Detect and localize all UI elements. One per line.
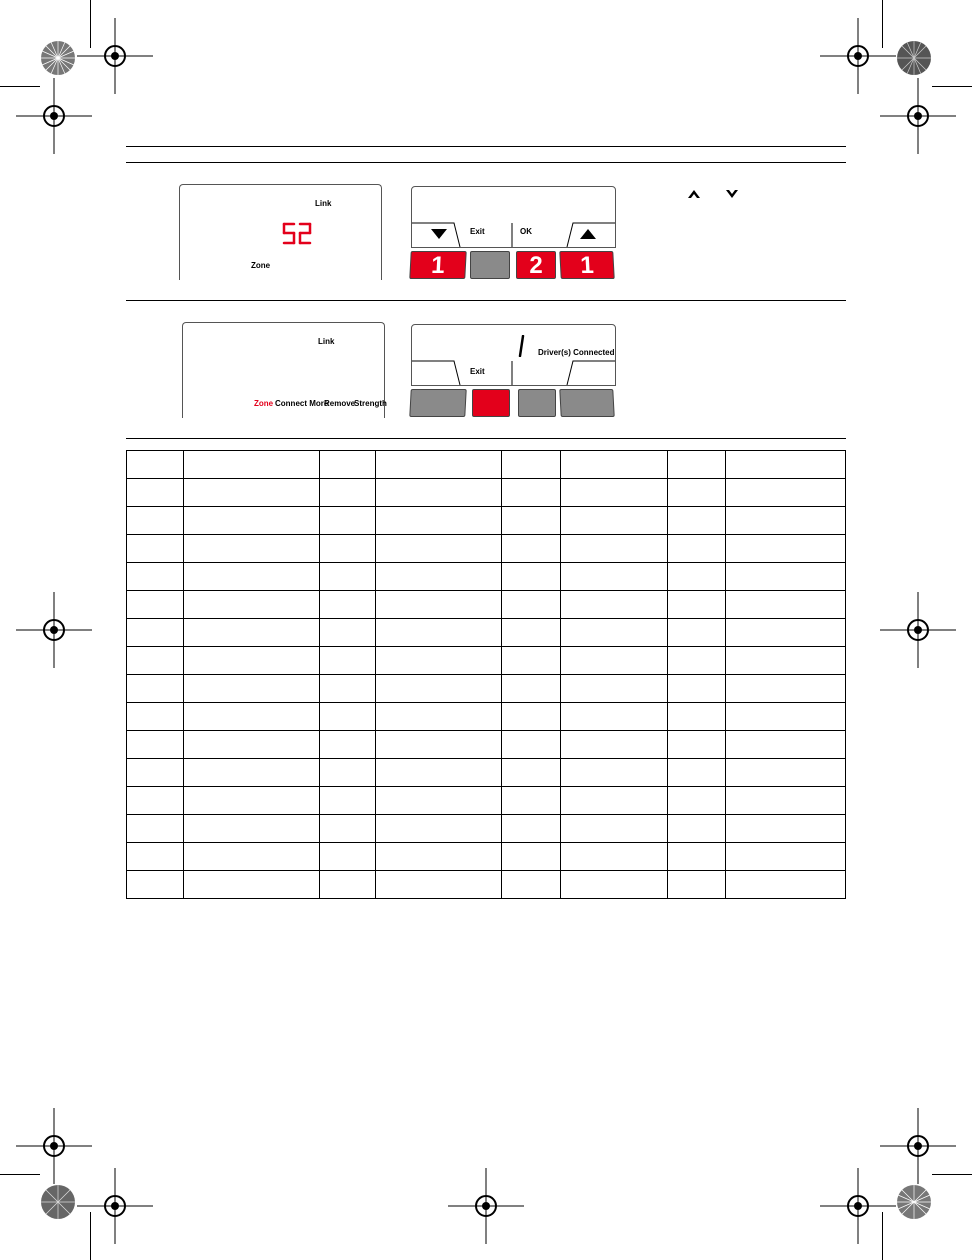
table-cell <box>502 703 561 731</box>
table-cell <box>561 479 668 507</box>
menu-item-connect-more[interactable]: Connect More <box>275 399 329 408</box>
table-cell <box>127 535 184 563</box>
table-cell <box>320 591 376 619</box>
softkey-button-1[interactable] <box>409 251 466 279</box>
table-cell <box>184 507 320 535</box>
table-cell <box>502 563 561 591</box>
table-cell <box>502 675 561 703</box>
table-row <box>127 451 846 479</box>
table-cell <box>376 619 502 647</box>
table-cell <box>184 815 320 843</box>
table-cell <box>320 451 376 479</box>
table-cell <box>184 703 320 731</box>
ok-label: OK <box>520 227 532 236</box>
table-cell <box>668 619 726 647</box>
registration-mark-icon <box>880 592 956 668</box>
table-cell <box>502 815 561 843</box>
table-cell <box>668 507 726 535</box>
table-cell <box>127 843 184 871</box>
table-cell <box>127 871 184 899</box>
color-target-icon <box>896 40 932 76</box>
table-row <box>127 731 846 759</box>
table-cell <box>668 787 726 815</box>
driver-count-display <box>516 335 526 357</box>
table-cell <box>726 451 846 479</box>
table-cell <box>184 451 320 479</box>
table-cell <box>320 675 376 703</box>
table-row <box>127 507 846 535</box>
table-cell <box>726 815 846 843</box>
table-cell <box>376 647 502 675</box>
table-row <box>127 815 846 843</box>
table-cell <box>668 563 726 591</box>
link-label: Link <box>318 337 335 346</box>
table-cell <box>127 591 184 619</box>
table-cell <box>320 759 376 787</box>
table-cell <box>726 535 846 563</box>
table-row <box>127 703 846 731</box>
table-cell <box>502 759 561 787</box>
table-cell <box>127 731 184 759</box>
table-cell <box>561 731 668 759</box>
registration-mark-icon <box>820 1168 896 1244</box>
table-cell <box>320 619 376 647</box>
table-cell <box>726 591 846 619</box>
table-cell <box>376 675 502 703</box>
table-cell <box>376 843 502 871</box>
table-row <box>127 563 846 591</box>
table-cell <box>668 759 726 787</box>
table-cell <box>320 703 376 731</box>
section-rule <box>126 300 846 301</box>
registration-mark-icon <box>77 1168 153 1244</box>
table-row <box>127 787 846 815</box>
table-cell <box>376 535 502 563</box>
table-cell <box>184 731 320 759</box>
lcd-display-menu <box>182 322 385 418</box>
table-cell <box>127 703 184 731</box>
table-cell <box>668 815 726 843</box>
table-row <box>127 759 846 787</box>
table-cell <box>320 507 376 535</box>
button-panel-2 <box>411 324 616 386</box>
table-cell <box>376 591 502 619</box>
menu-item-zone[interactable]: Zone <box>254 399 274 408</box>
table-cell <box>668 703 726 731</box>
table-cell <box>561 563 668 591</box>
table-cell <box>561 591 668 619</box>
table-cell <box>127 815 184 843</box>
table-cell <box>726 619 846 647</box>
button-number: 1 <box>579 252 595 279</box>
table-cell <box>668 647 726 675</box>
button-number: 1 <box>430 252 446 279</box>
button-number: 2 <box>529 252 543 279</box>
table-cell <box>561 843 668 871</box>
table-cell <box>376 507 502 535</box>
table-cell <box>668 479 726 507</box>
table-cell <box>726 843 846 871</box>
table-cell <box>127 451 184 479</box>
table-cell <box>561 675 668 703</box>
softkey-button-2[interactable] <box>472 389 510 417</box>
registration-mark-icon <box>880 78 956 154</box>
table-cell <box>184 479 320 507</box>
table-cell <box>502 591 561 619</box>
table-cell <box>184 535 320 563</box>
table-cell <box>376 731 502 759</box>
table-cell <box>127 563 184 591</box>
registration-mark-icon <box>16 78 92 154</box>
registration-mark-icon <box>448 1168 524 1244</box>
table-cell <box>502 731 561 759</box>
table-cell <box>376 787 502 815</box>
zone-label: Zone <box>251 261 271 270</box>
header-rule <box>126 146 846 147</box>
color-target-icon <box>40 40 76 76</box>
table-cell <box>726 479 846 507</box>
color-target-icon <box>896 1184 932 1220</box>
table-cell <box>668 591 726 619</box>
menu-item-strength[interactable]: Strength <box>354 399 387 408</box>
table-row <box>127 479 846 507</box>
record-table <box>126 450 846 899</box>
table-cell <box>376 451 502 479</box>
softkey-button-3[interactable] <box>516 251 556 279</box>
table-cell <box>320 843 376 871</box>
softkey-frame <box>412 355 615 385</box>
table-cell <box>320 787 376 815</box>
table-cell <box>561 787 668 815</box>
color-target-icon <box>40 1184 76 1220</box>
table-cell <box>668 843 726 871</box>
exit-label: Exit <box>470 367 485 376</box>
table-cell <box>127 619 184 647</box>
button-panel-1 <box>411 186 616 279</box>
table-cell <box>502 871 561 899</box>
table-cell <box>376 871 502 899</box>
table-row <box>127 871 846 899</box>
section-rule <box>126 162 846 163</box>
table-cell <box>376 703 502 731</box>
table-cell <box>184 563 320 591</box>
table-cell <box>184 759 320 787</box>
zone-number-display <box>280 221 314 247</box>
table-cell <box>184 591 320 619</box>
table-cell <box>726 759 846 787</box>
table-cell <box>726 703 846 731</box>
table-cell <box>726 787 846 815</box>
table-cell <box>502 647 561 675</box>
table-cell <box>127 759 184 787</box>
table-cell <box>561 619 668 647</box>
table-cell <box>561 507 668 535</box>
table-cell <box>184 871 320 899</box>
up-arrow-icon <box>688 190 700 198</box>
zone-number-value <box>180 185 181 186</box>
table-cell <box>184 843 320 871</box>
table-cell <box>561 871 668 899</box>
softkey-button-3[interactable] <box>518 389 556 417</box>
table-cell <box>561 703 668 731</box>
table-row <box>127 591 846 619</box>
table-cell <box>320 479 376 507</box>
table-cell <box>127 479 184 507</box>
table-cell <box>726 507 846 535</box>
drivers-connected-label: Driver(s) Connected <box>538 348 615 357</box>
table-cell <box>502 843 561 871</box>
softkey-button-4[interactable] <box>559 251 614 279</box>
table-cell <box>376 563 502 591</box>
table-cell <box>320 871 376 899</box>
table-cell <box>726 871 846 899</box>
table-cell <box>668 675 726 703</box>
table-cell <box>726 647 846 675</box>
table-cell <box>184 619 320 647</box>
table-cell <box>127 787 184 815</box>
table-cell <box>502 619 561 647</box>
softkey-button-4[interactable] <box>559 389 614 417</box>
table-row <box>127 675 846 703</box>
table-cell <box>668 731 726 759</box>
down-arrow-icon <box>726 190 738 198</box>
table-cell <box>184 787 320 815</box>
section-rule <box>126 438 846 439</box>
table-cell <box>502 535 561 563</box>
table-cell <box>376 815 502 843</box>
registration-mark-icon <box>16 592 92 668</box>
table-cell <box>320 731 376 759</box>
table-row <box>127 619 846 647</box>
table-cell <box>726 563 846 591</box>
softkey-button-1[interactable] <box>409 389 466 417</box>
table-cell <box>561 451 668 479</box>
table-row <box>127 535 846 563</box>
table-cell <box>376 479 502 507</box>
table-cell <box>320 647 376 675</box>
table-cell <box>320 563 376 591</box>
down-arrow-icon <box>431 229 447 239</box>
table-cell <box>320 535 376 563</box>
table-cell <box>184 675 320 703</box>
up-arrow-icon <box>580 229 596 239</box>
table-cell <box>668 451 726 479</box>
table-cell <box>561 815 668 843</box>
table-cell <box>561 535 668 563</box>
table-row <box>127 647 846 675</box>
driver-count-value <box>412 325 413 326</box>
table-cell <box>320 815 376 843</box>
softkey-button-2[interactable] <box>470 251 510 279</box>
menu-item-remove[interactable]: Remove <box>324 399 356 408</box>
table-cell <box>726 731 846 759</box>
table-cell <box>502 479 561 507</box>
table-cell <box>376 759 502 787</box>
table-cell <box>502 507 561 535</box>
table-cell <box>561 759 668 787</box>
table-cell <box>127 647 184 675</box>
lcd-display-zone <box>179 184 382 280</box>
table-cell <box>127 675 184 703</box>
table-row <box>127 843 846 871</box>
table-cell <box>184 647 320 675</box>
table-cell <box>668 871 726 899</box>
table-cell <box>502 451 561 479</box>
exit-label: Exit <box>470 227 485 236</box>
link-label: Link <box>315 199 332 208</box>
table-cell <box>668 535 726 563</box>
table-cell <box>127 507 184 535</box>
table-cell <box>726 675 846 703</box>
table-cell <box>561 647 668 675</box>
table-cell <box>502 787 561 815</box>
